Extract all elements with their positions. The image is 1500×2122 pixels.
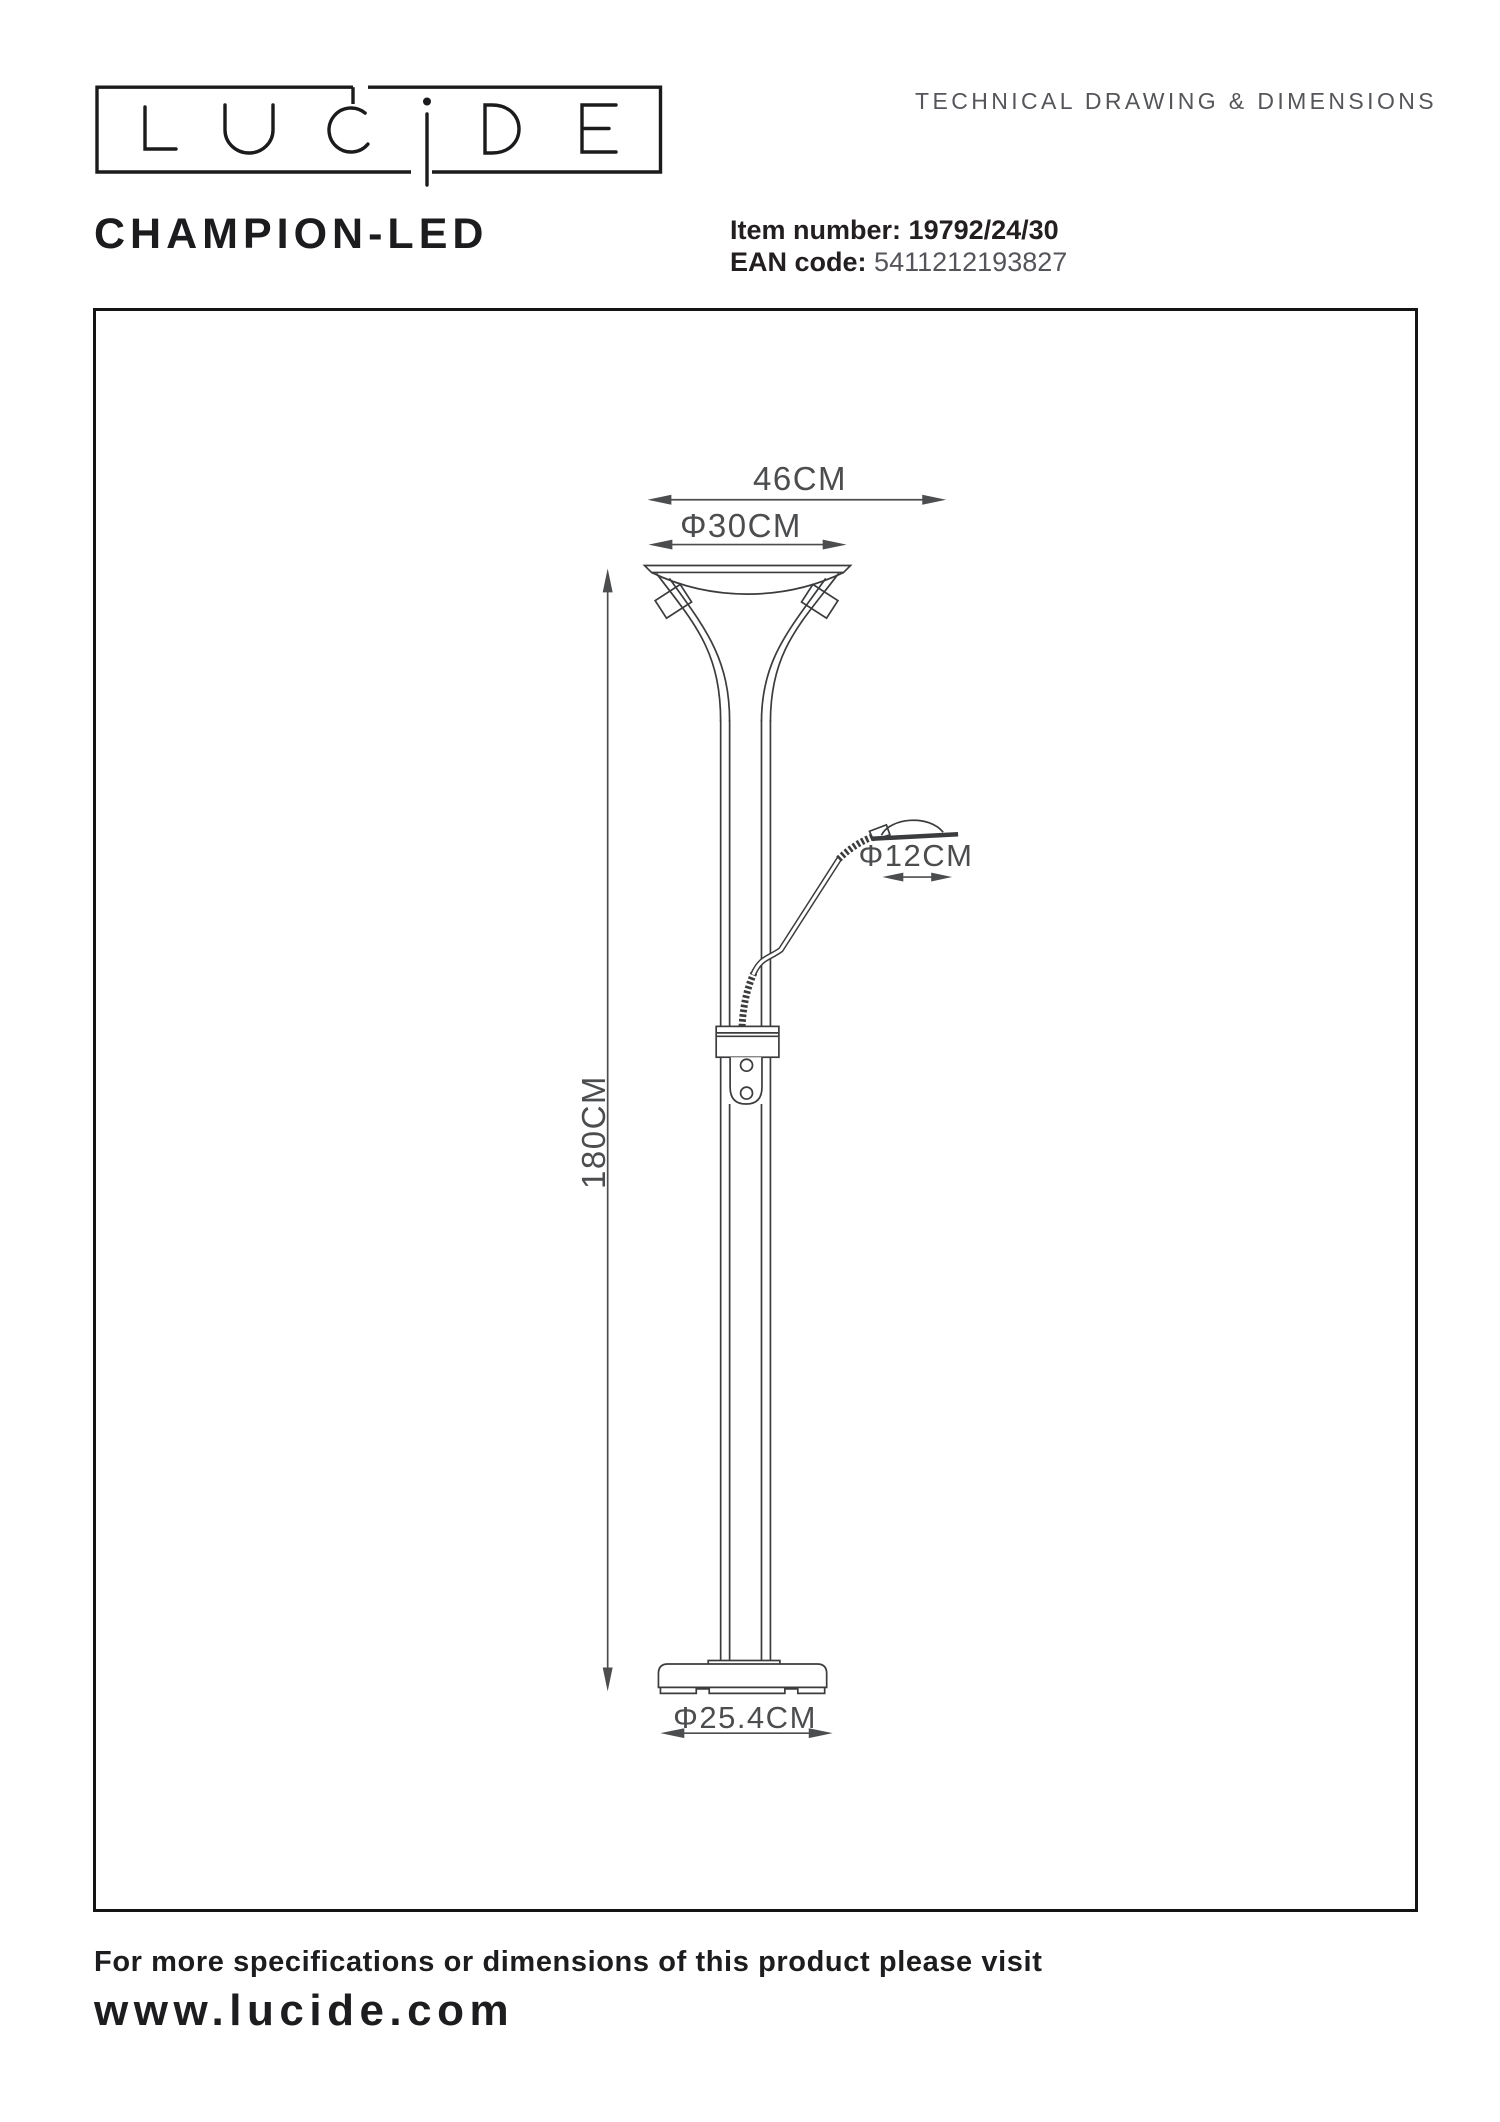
ean-label: EAN code:	[730, 247, 867, 277]
page-title: TECHNICAL DRAWING & DIMENSIONS	[915, 88, 1437, 114]
product-name: CHAMPION-LED	[94, 210, 489, 258]
bracket-screw-top	[741, 1059, 753, 1071]
lucide-logo-drawing	[95, 85, 665, 195]
lucide-logo	[95, 85, 665, 195]
ean-value: 5411212193827	[874, 247, 1068, 277]
main-shade	[645, 565, 851, 721]
pole	[721, 720, 771, 1662]
item-number-value: 19792/24/30	[908, 215, 1059, 245]
switch-bracket	[716, 1026, 779, 1104]
dim-label-shade-diameter: Φ30CM	[680, 507, 802, 544]
dim-label-top-width: 46CM	[752, 460, 848, 497]
base	[658, 1660, 826, 1693]
base-body	[658, 1664, 826, 1687]
dim-label-height: 180CM	[575, 1075, 612, 1189]
footer-website-link[interactable]: www.lucide.com	[94, 1986, 515, 2035]
bracket-screw-bottom	[741, 1087, 753, 1099]
drawing-frame	[93, 308, 1418, 1912]
dim-label-base-diameter: Φ25.4CM	[673, 1700, 817, 1735]
product-codes	[730, 214, 1067, 278]
item-number-row	[730, 214, 1067, 246]
base-foot-rim	[660, 1687, 824, 1693]
dimension-lines	[603, 495, 952, 1738]
floor-lamp-drawing	[96, 311, 1415, 1909]
item-number-label: Item number:	[730, 215, 902, 245]
dim-label-reading-diameter: Φ12CM	[858, 838, 974, 873]
footer-note: For more specifications or dimensions of this product please visit	[94, 1946, 1043, 1978]
reading-shade-dome	[881, 820, 943, 835]
ean-row	[730, 246, 1067, 278]
